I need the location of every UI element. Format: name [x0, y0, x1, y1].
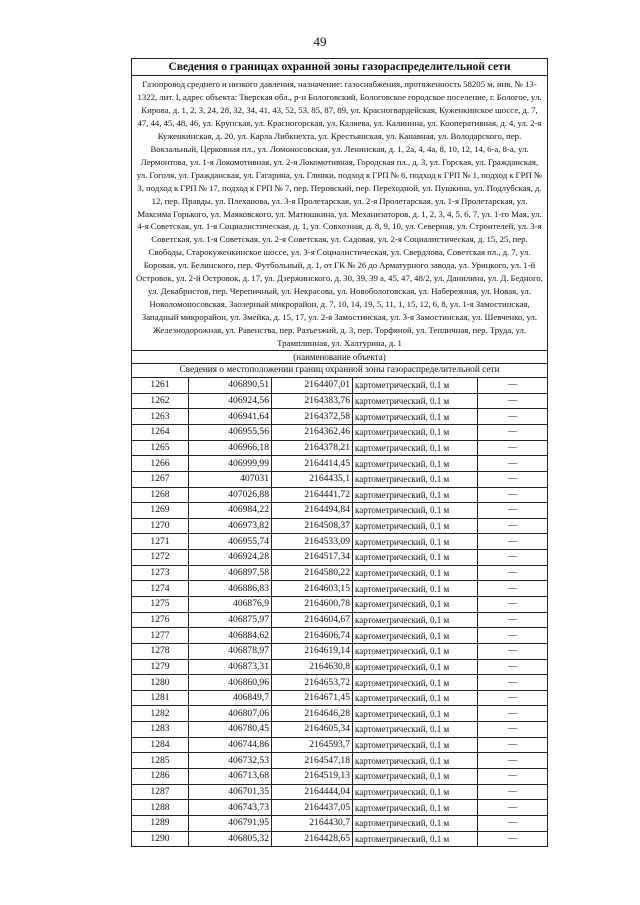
point-number-cell: 1268	[132, 487, 189, 503]
point-number-cell: 1283	[132, 722, 189, 738]
method-accuracy-cell: картометрический, 0.1 м	[353, 503, 478, 519]
empty-value-dash: —	[507, 457, 518, 469]
point-number-cell: 1282	[132, 706, 189, 722]
method-accuracy-cell: картометрический, 0.1 м	[353, 378, 478, 394]
table-row	[132, 440, 547, 456]
method-accuracy-cell: картометрический, 0.1 м	[353, 456, 478, 472]
x-coordinate-cell: 406884,62	[189, 628, 272, 644]
table-row	[132, 378, 547, 394]
table-row	[132, 503, 547, 519]
description-cell	[478, 393, 548, 409]
table-row	[132, 769, 547, 785]
method-accuracy-cell: картометрический, 0.1 м	[353, 690, 478, 706]
point-number-cell: 1279	[132, 659, 189, 675]
y-coordinate-cell: 2164444,04	[272, 784, 353, 800]
table-row	[132, 393, 547, 409]
table-row	[132, 518, 547, 534]
table-row	[132, 675, 547, 691]
object-description: Газопровод среднего и низкого давления, назначение: газоснабжения, протяженность 58205 м, инв. № 13-1322, лит. I, адрес объекта: Тверская обл., р-н Бологовский, Бологовское городское поселение, г. Бологое, ул. Кирова, д. 1, 2, 3, 24, 28, 32, 34, 41, 43, 52, 53, 85, 87, 89, ул. Красногвардейская, Куженкинское шоссе, д. 7, 47, 44, 45, 48, 46, ул. Крупская, ул. Красногорская, ул. Каляева, ул. Калинина, ул. Кооперативная, д. 4, ул. 2-я Куженкинская, д. 20, ул. Карла Либкнехта, ул. Крестьянская, ул. Канавная, ул. Володарского, пер. Вокзальный, Церковная пл., ул. Ломоносовская, ул. Ленинская, д. 1, 2а, 4, 4а, 8, 10, 12, 14, 6-а, 8-а, ул. Лермонтова, ул. 1-я Локомотивная, ул. 2-я Локомотивная, Городская пл., д. 3, ул. Горская, ул. Гражданская, ул. Гоголя, ул. Гражданская, ул. Гагарина, ул. Глинки, подход к ГРП № 6, подход к ГРП № 1, подход к ГРП № 3, подход к ГРП № 17, подход к ГРП № 7, пер. Перовский, пер. Переходной, ул. Пушкина, ул. Подлубская, д. 12, пер. Правды, ул. Плеханова, ул. 3-я Пролетарская, ул. 2-я Пролетарская, ул. 1-я Пролетарская, ул. Максима Горького, ул. Маяковского, ул. Матюшкина, ул. Механизаторов, д. 1, 2, 3, 4, 5, 6, 7, ул. 1-го Мая, ул. 4-я Советская, ул. 1-я Социалистическая, д. 1, ул. Совхозная, д. 8, 9, 10, ул. Северная, ул. Строителей, ул. 3-я Советская, ул. 1-я Советская, ул. 2-я Советская, ул. Садовая, ул. 2-я Социалистическая, д. 15, 25, пер. Свободы, Старокуженкинское шоссе, ул. 3-я Социалистическая, ул. Свердлова, Советская пл., д. 7, ул. Боровая, ул. Белинского, пер. Футбольный, д. 1, от ГК № 26 до Арматурного завода, ул. Урицкого, ул. 1-й Островок, ул. 2-й Островок, д. 17, ул. Дзержинского, д. 30, 39, 39 а, 45, 47, 48/2, ул. Данилина, ул. Д. Бедного, ул. Декабристов, пер. Черепичный, ул. Некрасова, ул. Новобологовская, ул. Набережная, ул. Новая, ул. Новоломоносовская, Заозерный микрорайон, д. 7, 10, 14, 19, 5, 11, 1, 15, 12, 6, 8, ул. 1-я Замостинская, Западный микрорайон, ул. Змейка, д. 15, 17, ул. 2-я Замостинская, ул. 3-я Замостинская, ул. Шевченко, ул. Железнодорожная, ул. Равенства, пер. Разъезжий, д. 3, пер. Торфяной, ул. Тепличная, пер. Труда, ул. Трамплинная, ул. Халтурина, д. 1	[136, 79, 543, 349]
y-coordinate-cell: 2164630,8	[272, 659, 353, 675]
x-coordinate-cell: 406744,86	[189, 737, 272, 753]
description-cell	[478, 753, 548, 769]
description-cell	[478, 722, 548, 738]
empty-value-dash: —	[507, 817, 518, 829]
y-coordinate-cell: 2164646,28	[272, 706, 353, 722]
x-coordinate-cell: 406849,7	[189, 690, 272, 706]
table-row	[132, 581, 547, 597]
table-row	[132, 612, 547, 628]
x-coordinate-cell: 406743,73	[189, 800, 272, 816]
document-title: Сведения о границах охранной зоны газораспределительной сети	[132, 59, 547, 76]
description-cell	[478, 675, 548, 691]
empty-value-dash: —	[507, 739, 518, 751]
table-row	[132, 409, 547, 425]
method-accuracy-cell: картометрический, 0.1 м	[353, 769, 478, 785]
x-coordinate-cell: 406924,28	[189, 550, 272, 566]
description-cell	[478, 690, 548, 706]
y-coordinate-cell: 2164508,37	[272, 518, 353, 534]
x-coordinate-cell: 406966,18	[189, 440, 272, 456]
empty-value-dash: —	[507, 801, 518, 813]
x-coordinate-cell: 406807,06	[189, 706, 272, 722]
table-row	[132, 471, 547, 487]
point-number-cell: 1269	[132, 503, 189, 519]
description-cell	[478, 769, 548, 785]
method-accuracy-cell: картометрический, 0.1 м	[353, 440, 478, 456]
y-coordinate-cell: 2164519,13	[272, 769, 353, 785]
point-number-cell: 1273	[132, 565, 189, 581]
method-accuracy-cell: картометрический, 0.1 м	[353, 815, 478, 831]
y-coordinate-cell: 2164604,67	[272, 612, 353, 628]
table-row	[132, 815, 547, 831]
point-number-cell: 1276	[132, 612, 189, 628]
description-cell	[478, 831, 548, 846]
point-number-cell: 1277	[132, 628, 189, 644]
table-row	[132, 534, 547, 550]
empty-value-dash: —	[507, 598, 518, 610]
empty-value-dash: —	[507, 754, 518, 766]
y-coordinate-cell: 2164653,72	[272, 675, 353, 691]
point-number-cell: 1272	[132, 550, 189, 566]
x-coordinate-cell: 406805,32	[189, 831, 272, 846]
object-caption: (наименование объекта)	[132, 350, 547, 363]
zone-boundary-document	[131, 58, 548, 847]
method-accuracy-cell: картометрический, 0.1 м	[353, 753, 478, 769]
point-number-cell: 1262	[132, 393, 189, 409]
empty-value-dash: —	[507, 785, 518, 797]
description-cell	[478, 596, 548, 612]
x-coordinate-cell: 406999,99	[189, 456, 272, 472]
table-row	[132, 424, 547, 440]
x-coordinate-cell: 406701,35	[189, 784, 272, 800]
table-row	[132, 831, 547, 846]
x-coordinate-cell: 407026,88	[189, 487, 272, 503]
y-coordinate-cell: 2164378,21	[272, 440, 353, 456]
y-coordinate-cell: 2164619,14	[272, 643, 353, 659]
point-number-cell: 1287	[132, 784, 189, 800]
table-row	[132, 784, 547, 800]
x-coordinate-cell: 406732,53	[189, 753, 272, 769]
method-accuracy-cell: картометрический, 0.1 м	[353, 581, 478, 597]
description-cell	[478, 440, 548, 456]
empty-value-dash: —	[507, 473, 518, 485]
point-number-cell: 1261	[132, 378, 189, 394]
method-accuracy-cell: картометрический, 0.1 м	[353, 565, 478, 581]
description-cell	[478, 424, 548, 440]
x-coordinate-cell: 406955,56	[189, 424, 272, 440]
empty-value-dash: —	[507, 379, 518, 391]
y-coordinate-cell: 2164383,76	[272, 393, 353, 409]
method-accuracy-cell: картометрический, 0.1 м	[353, 659, 478, 675]
method-accuracy-cell: картометрический, 0.1 м	[353, 643, 478, 659]
coordinates-table-body	[132, 378, 547, 847]
point-number-cell: 1290	[132, 831, 189, 846]
empty-value-dash: —	[507, 426, 518, 438]
table-row	[132, 628, 547, 644]
x-coordinate-cell: 406780,45	[189, 722, 272, 738]
table-row	[132, 659, 547, 675]
x-coordinate-cell: 406955,74	[189, 534, 272, 550]
description-cell	[478, 628, 548, 644]
method-accuracy-cell: картометрический, 0.1 м	[353, 722, 478, 738]
method-accuracy-cell: картометрический, 0.1 м	[353, 471, 478, 487]
description-cell	[478, 659, 548, 675]
point-number-cell: 1286	[132, 769, 189, 785]
location-subtitle: Сведения о местоположении границ охранной зоны газораспределительной сети	[132, 363, 547, 377]
method-accuracy-cell: картометрический, 0.1 м	[353, 675, 478, 691]
description-cell	[478, 534, 548, 550]
method-accuracy-cell: картометрический, 0.1 м	[353, 596, 478, 612]
x-coordinate-cell: 406873,31	[189, 659, 272, 675]
description-cell	[478, 643, 548, 659]
y-coordinate-cell: 2164603,15	[272, 581, 353, 597]
x-coordinate-cell: 406984,22	[189, 503, 272, 519]
y-coordinate-cell: 2164533,09	[272, 534, 353, 550]
table-row	[132, 753, 547, 769]
description-cell	[478, 456, 548, 472]
empty-value-dash: —	[507, 410, 518, 422]
description-cell	[478, 581, 548, 597]
empty-value-dash: —	[507, 723, 518, 735]
method-accuracy-cell: картометрический, 0.1 м	[353, 518, 478, 534]
description-cell	[478, 409, 548, 425]
description-cell	[478, 784, 548, 800]
table-row	[132, 487, 547, 503]
empty-value-dash: —	[507, 645, 518, 657]
point-number-cell: 1284	[132, 737, 189, 753]
table-row	[132, 456, 547, 472]
y-coordinate-cell: 2164428,65	[272, 831, 353, 846]
y-coordinate-cell: 2164441,72	[272, 487, 353, 503]
method-accuracy-cell: картометрический, 0.1 м	[353, 800, 478, 816]
x-coordinate-cell: 406791,95	[189, 815, 272, 831]
description-cell	[478, 487, 548, 503]
x-coordinate-cell: 406973,82	[189, 518, 272, 534]
x-coordinate-cell: 406941,64	[189, 409, 272, 425]
x-coordinate-cell: 406890,51	[189, 378, 272, 394]
method-accuracy-cell: картометрический, 0.1 м	[353, 831, 478, 846]
empty-value-dash: —	[507, 629, 518, 641]
description-cell	[478, 471, 548, 487]
description-cell	[478, 612, 548, 628]
x-coordinate-cell: 406875,97	[189, 612, 272, 628]
method-accuracy-cell: картометрический, 0.1 м	[353, 534, 478, 550]
empty-value-dash: —	[507, 535, 518, 547]
y-coordinate-cell: 2164407,01	[272, 378, 353, 394]
table-row	[132, 550, 547, 566]
table-row	[132, 737, 547, 753]
y-coordinate-cell: 2164414,45	[272, 456, 353, 472]
empty-value-dash: —	[507, 488, 518, 500]
table-row	[132, 722, 547, 738]
y-coordinate-cell: 2164593,7	[272, 737, 353, 753]
point-number-cell: 1274	[132, 581, 189, 597]
description-cell	[478, 706, 548, 722]
method-accuracy-cell: картометрический, 0.1 м	[353, 550, 478, 566]
empty-value-dash: —	[507, 832, 518, 844]
method-accuracy-cell: картометрический, 0.1 м	[353, 487, 478, 503]
point-number-cell: 1278	[132, 643, 189, 659]
table-row	[132, 596, 547, 612]
y-coordinate-cell: 2164435,1	[272, 471, 353, 487]
empty-value-dash: —	[507, 770, 518, 782]
empty-value-dash: —	[507, 551, 518, 563]
method-accuracy-cell: картометрический, 0.1 м	[353, 628, 478, 644]
point-number-cell: 1266	[132, 456, 189, 472]
empty-value-dash: —	[507, 567, 518, 579]
method-accuracy-cell: картометрический, 0.1 м	[353, 706, 478, 722]
description-cell	[478, 737, 548, 753]
y-coordinate-cell: 2164580,22	[272, 565, 353, 581]
point-number-cell: 1270	[132, 518, 189, 534]
method-accuracy-cell: картометрический, 0.1 м	[353, 424, 478, 440]
point-number-cell: 1281	[132, 690, 189, 706]
y-coordinate-cell: 2164671,45	[272, 690, 353, 706]
table-row	[132, 690, 547, 706]
x-coordinate-cell: 406897,58	[189, 565, 272, 581]
point-number-cell: 1271	[132, 534, 189, 550]
method-accuracy-cell: картометрический, 0.1 м	[353, 393, 478, 409]
description-cell	[478, 550, 548, 566]
x-coordinate-cell: 406924,56	[189, 393, 272, 409]
y-coordinate-cell: 2164605,34	[272, 722, 353, 738]
y-coordinate-cell: 2164547,18	[272, 753, 353, 769]
description-cell	[478, 518, 548, 534]
empty-value-dash: —	[507, 676, 518, 688]
empty-value-dash: —	[507, 504, 518, 516]
method-accuracy-cell: картометрический, 0.1 м	[353, 409, 478, 425]
y-coordinate-cell: 2164600,78	[272, 596, 353, 612]
point-number-cell: 1289	[132, 815, 189, 831]
x-coordinate-cell: 407031	[189, 471, 272, 487]
empty-value-dash: —	[507, 660, 518, 672]
description-cell	[478, 378, 548, 394]
table-row	[132, 800, 547, 816]
y-coordinate-cell: 2164430,7	[272, 815, 353, 831]
method-accuracy-cell: картометрический, 0.1 м	[353, 784, 478, 800]
x-coordinate-cell: 406886,83	[189, 581, 272, 597]
x-coordinate-cell: 406860,96	[189, 675, 272, 691]
point-number-cell: 1275	[132, 596, 189, 612]
x-coordinate-cell: 406876,9	[189, 596, 272, 612]
y-coordinate-cell: 2164362,46	[272, 424, 353, 440]
table-row	[132, 565, 547, 581]
coordinates-table	[132, 377, 547, 846]
x-coordinate-cell: 406878,97	[189, 643, 272, 659]
y-coordinate-cell: 2164606,74	[272, 628, 353, 644]
page-number: 49	[313, 34, 327, 49]
description-cell	[478, 565, 548, 581]
empty-value-dash: —	[507, 707, 518, 719]
point-number-cell: 1267	[132, 471, 189, 487]
empty-value-dash: —	[507, 520, 518, 532]
y-coordinate-cell: 2164517,34	[272, 550, 353, 566]
x-coordinate-cell: 406713,68	[189, 769, 272, 785]
table-row	[132, 706, 547, 722]
empty-value-dash: —	[507, 582, 518, 594]
description-cell	[478, 800, 548, 816]
method-accuracy-cell: картометрический, 0.1 м	[353, 737, 478, 753]
point-number-cell: 1285	[132, 753, 189, 769]
point-number-cell: 1265	[132, 440, 189, 456]
point-number-cell: 1280	[132, 675, 189, 691]
method-accuracy-cell: картометрический, 0.1 м	[353, 612, 478, 628]
empty-value-dash: —	[507, 441, 518, 453]
empty-value-dash: —	[507, 692, 518, 704]
table-row	[132, 643, 547, 659]
point-number-cell: 1263	[132, 409, 189, 425]
description-cell	[478, 815, 548, 831]
point-number-cell: 1288	[132, 800, 189, 816]
y-coordinate-cell: 2164494,84	[272, 503, 353, 519]
y-coordinate-cell: 2164437,05	[272, 800, 353, 816]
empty-value-dash: —	[507, 613, 518, 625]
empty-value-dash: —	[507, 394, 518, 406]
point-number-cell: 1264	[132, 424, 189, 440]
description-cell	[478, 503, 548, 519]
y-coordinate-cell: 2164372,58	[272, 409, 353, 425]
